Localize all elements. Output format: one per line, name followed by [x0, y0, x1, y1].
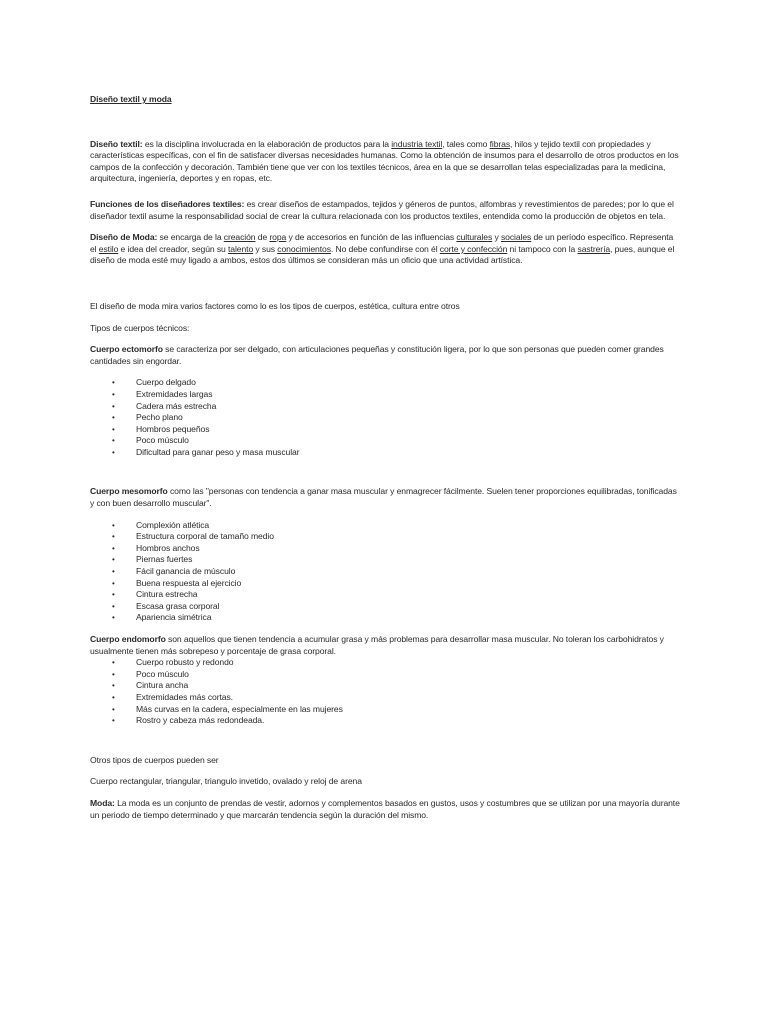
text-segment: La moda es un conjunto de prendas de vestir, adornos y complementos basados en gustos, usos y costumbres que se utilizan por una mayoría durante un periodo de tiempo determinado y que marcarán tendencia según la duración del mismo.	[90, 797, 680, 820]
text-segment: y de accesorios en función de las influencias	[286, 232, 457, 243]
list-item: • Extremidades largas	[136, 389, 680, 401]
heading-tipos-cuerpos: Tipos de cuerpos técnicos:	[90, 322, 190, 333]
link-creacion[interactable]: creación	[223, 232, 256, 243]
list-item: • Cintura estrecha	[136, 589, 680, 601]
text-segment: como las "personas con tendencia a ganar masa muscular y enmagrecer fácilmente. Suelen tener proporciones equilibradas, tonificadas y con buen desarrollo muscular".	[90, 486, 677, 509]
text-segment: ni tampoco con la	[507, 243, 578, 254]
text-segment: de un período específico. Representa el	[90, 232, 674, 254]
link-estilo[interactable]: estilo	[98, 243, 119, 254]
label-mesomorfo: Cuerpo mesomorfo	[90, 486, 168, 497]
paragraph-factores: El diseño de moda mira varios factores como lo es los tipos de cuerpos, estética, cultura entre otros	[90, 300, 460, 311]
text-segment: , hilos y tejido textil con propiedades y características específicas, con el fin de satisfacer diversas necesidades humanas. Como la obtención de insumos para el desarrollo de otros productos en los campos de la confección y decoración. También tiene que ver con los textiles técnicos, área en la que se desarrollan telas especializadas para la medicina, arquitectura, ingeniería, deportes y en ropas, etc.	[90, 138, 679, 184]
list-item: • Dificultad para ganar peso y masa muscular	[136, 447, 680, 459]
list-item: • Piernas fuertes	[136, 554, 680, 566]
text-segment: se encarga de la	[157, 232, 224, 243]
text-segment: y	[492, 232, 501, 243]
list-item: • Estructura corporal de tamaño medio	[136, 531, 680, 543]
label-diseno-textil: Diseño textil:	[90, 138, 143, 149]
list-item: • Buena respuesta al ejercicio	[136, 578, 680, 590]
list-item: • Pecho plano	[136, 412, 680, 424]
list-item: • Cintura ancha	[136, 680, 680, 692]
label-moda: Moda:	[90, 797, 115, 808]
list-item: • Hombros anchos	[136, 543, 680, 555]
list-item: • Poco músculo	[136, 669, 680, 681]
link-conocimientos[interactable]: conocimientos	[277, 243, 331, 254]
list-item: • Más curvas en la cadera, especialmente en las mujeres	[136, 704, 680, 716]
list-item: • Rostro y cabeza más redondeada.	[136, 715, 680, 727]
list-endomorfo	[90, 657, 680, 727]
paragraph-otros-cuerpos: Cuerpo rectangular, triangular, triangulo invetido, ovalado y reloj de arena	[90, 776, 362, 787]
text-segment: , pues, aunque el diseño de moda esté muy ligado a ambos, estos dos últimos se consideran más un oficio que una actividad artística.	[90, 243, 675, 266]
document-title: Diseño textil y moda	[90, 94, 172, 104]
list-item: • Complexión atlética	[136, 520, 680, 532]
text-segment: es la disciplina involucrada en la elaboración de productos para la	[142, 138, 392, 149]
paragraph-funciones	[90, 199, 680, 222]
label-ectomorfo: Cuerpo ectomorfo	[90, 344, 163, 355]
paragraph-moda	[90, 798, 680, 821]
text-segment: e idea del creador, según su	[118, 243, 229, 254]
text-segment: y sus	[253, 243, 278, 254]
link-industria-textil[interactable]: industria textil	[391, 138, 443, 149]
list-item: • Cuerpo delgado	[136, 377, 680, 389]
link-culturales[interactable]: culturales	[456, 232, 493, 243]
link-sociales[interactable]: sociales	[500, 232, 532, 243]
paragraph-diseno-textil	[90, 139, 680, 185]
text-segment: , tales como	[442, 138, 490, 149]
paragraph-diseno-moda	[90, 232, 680, 267]
list-item: • Fácil ganancia de músculo	[136, 566, 680, 578]
list-mesomorfo	[90, 520, 680, 624]
list-ectomorfo	[90, 377, 680, 458]
link-corte-confeccion[interactable]: corte y confección	[439, 243, 508, 254]
text-segment: es crear diseños de estampados, tejidos y géneros de puntos, alfombras y revestimientos de paredes; por lo que el diseñador textil asume la responsabilidad social de crear la cultura relacionada con los productos textiles, entendida como la producción de objetos en tela.	[90, 198, 674, 221]
list-item: • Hombros pequeños	[136, 424, 680, 436]
text-segment: . No debe confundirse con él	[330, 243, 440, 254]
text-segment: de	[255, 232, 270, 243]
link-fibras[interactable]: fibras	[489, 138, 511, 149]
list-item: • Extremidades más cortas.	[136, 692, 680, 704]
list-item: • Apariencia simétrica	[136, 612, 680, 624]
link-talento[interactable]: talento	[228, 243, 254, 254]
link-ropa[interactable]: ropa	[269, 232, 287, 243]
list-item: • Poco músculo	[136, 435, 680, 447]
paragraph-endomorfo	[90, 634, 680, 657]
paragraph-mesomorfo	[90, 486, 680, 509]
list-item: • Cuerpo robusto y redondo	[136, 657, 680, 669]
list-item: • Cadera más estrecha	[136, 401, 680, 413]
paragraph-ectomorfo	[90, 344, 680, 367]
label-funciones: Funciones de los diseñadores textiles:	[90, 198, 245, 209]
heading-otros-tipos: Otros tipos de cuerpos pueden ser	[90, 754, 219, 765]
text-segment: son aquellos que tienen tendencia a acumular grasa y más problemas para desarrollar masa muscular. No toleran los carbohidratos y usualmente tienen más sobrepeso y porcentaje de grasa corporal.	[90, 634, 664, 656]
text-segment: se caracteriza por ser delgado, con articulaciones pequeñas y constitución ligera, por lo que son personas que pueden comer grandes cantidades sin engordar.	[90, 344, 664, 366]
label-endomorfo: Cuerpo endomorfo	[90, 634, 166, 644]
link-sastreria[interactable]: sastrería	[577, 243, 611, 254]
list-item: • Escasa grasa corporal	[136, 601, 680, 613]
label-diseno-moda: Diseño de Moda:	[90, 232, 158, 243]
